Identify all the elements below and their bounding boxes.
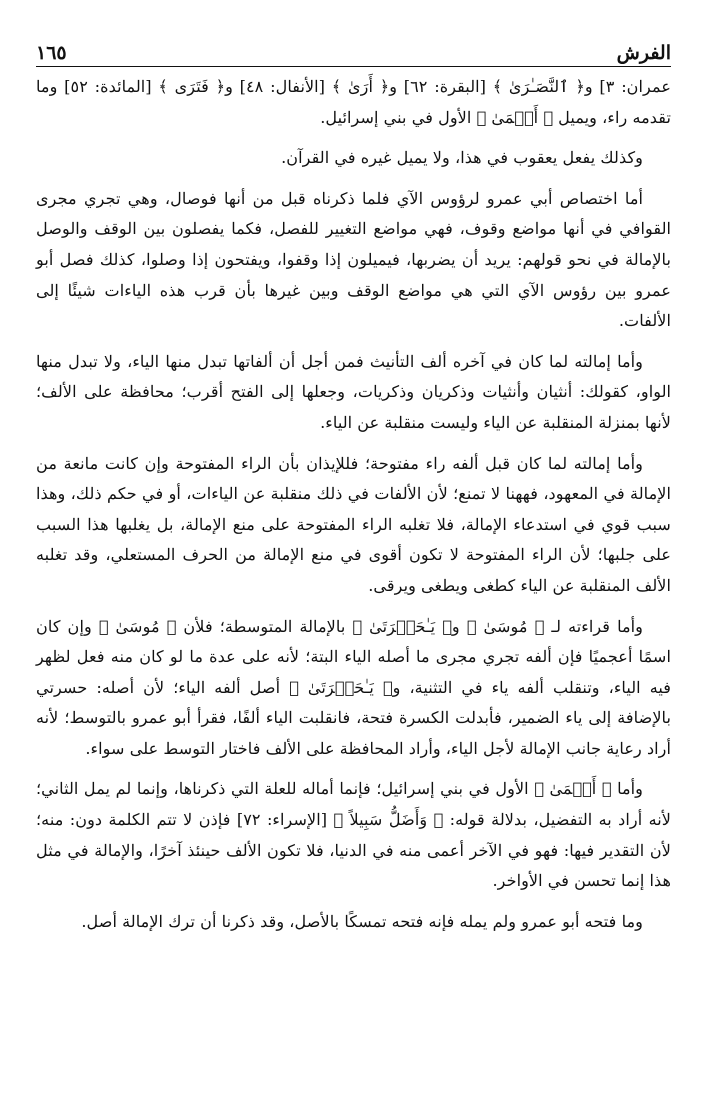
page-number: ١٦٥: [36, 42, 67, 64]
paragraph: أما اختصاص أبي عمرو لرؤوس الآي فلما ذكرناه قبل من أنها فوصال، وهي تجري مجرى القوافي في أنها مواضع وقوف، فهي مواضع التغيير للفصل، فكما يفصلون بين الوقف والوصل بالإمالة في نحو قولهم: يريد أن يضربها، فيميلون إذا وقفوا، ويفتحون إذا وصلوا، كذلك فصل أبو عمرو بين رؤوس الآي التي هي مواضع الوقف وبين غيرها بأن قرب هذه الياءات شيئًا إلى الألفات.: [36, 188, 671, 331]
body-text: [36, 72, 671, 947]
paragraph: وأما إمالته لما كان في آخره ألف التأنيث فمن أجل أن ألفاتها تبدل منها الياء، ولا تبدل منها الواو، كقولك: أنثيان وأنثيات وذكريان وذكريات، وجعلها إلى الفتح أقرب؛ محافظة على الألف؛ لأنها بمنزلة المنقلبة عن الياء وليست منقلبة عن الياء.: [36, 351, 671, 432]
paragraph: وأما ﴿ أَعۡمَىٰ ﴾ الأول في بني إسرائيل؛ فإنما أماله للعلة التي ذكرناها، وإنما لم يمل الثاني؛ لأنه أراد به التفضيل، بدلالة قوله: ﴿ وَأَضَلُّ سَبِيلاً ﴾ [الإسراء: ٧٢] فإذن لا تتم الكلمة دون: منه؛ لأن التقدير فيها: فهو في الآخر أعمى منه في الدنيا، فلا تكون الألف حينئذ آخرًا، والإمالة في مثل هذا إنما تحسن في الأواخر.: [36, 779, 671, 891]
running-title: الفرش: [616, 42, 671, 64]
page-header: [36, 34, 671, 67]
paragraph: وأما إمالته لما كان قبل ألفه راء مفتوحة؛ فللإيذان بأن الراء المفتوحة وإن كانت مانعة من الإمالة في المعهود، فههنا لا تمنع؛ لأن الألفات في ذلك منقلبة عن الياءات، أو في حكم ذلك، وهذا سبب قوي في استدعاء الإمالة، فلا تغلبه الراء المفتوحة على منع الإمالة، بل يغلبها هذا السبب على جلبها؛ لأن الراء المفتوحة لا تكون أقوى في منع الإمالة من الحرف المستعلي، وقد تغلبه الألف المنقلبة عن الياء كطغى ويطغى ويرقى.: [36, 453, 671, 595]
paragraph: وأما قراءته لـ ﴿ مُوسَىٰ ﴾ و﴿ يَـٰحَسۡرَتَىٰ ﴾ بالإمالة المتوسطة؛ فلأن ﴿ مُوسَىٰ ﴾ وإن كان اسمًا أعجميًا فإن ألفه تجري مجرى ما أصله الياء البتة؛ لأنه على عدة ما لو كان منه فعل لظهر فيه الياء، وتنقلب ألفه ياء في التثنية، و﴿ يَـٰحَسۡرَتَىٰ ﴾ أصل ألفه الياء؛ لأن أصله: حسرتي بالإضافة إلى ياء الضمير، فأبدلت الكسرة فتحة، فانقلبت الياء ألفًا، فقرأ أبو عمرو بالتوسط؛ لأنه أراد رعاية جانب الإمالة لأجل الياء، وأراد المحافظة على الألف فاختار التوسط على سواء.: [36, 616, 671, 758]
paragraph: وما فتحه أبو عمرو ولم يمله فإنه فتحه تمسكًا بالأصل، وقد ذكرنا أن ترك الإمالة أصل.: [81, 911, 643, 931]
paragraph: وكذلك يفعل يعقوب في هذا، ولا يميل غيره في القرآن.: [281, 148, 643, 168]
paragraph: عمران: ٣] و﴿ ٱلنَّصَـٰرَىٰ ﴾ [البقرة: ٦٢] و﴿ أَرَىٰ ﴾ [الأنفال: ٤٨] و﴿ فَتَرَى ﴾ [المائدة: ٥٢] وما تقدمه راء، ويميل ﴿ أَعۡمَىٰ ﴾ الأول في بني إسرائيل.: [36, 77, 671, 127]
